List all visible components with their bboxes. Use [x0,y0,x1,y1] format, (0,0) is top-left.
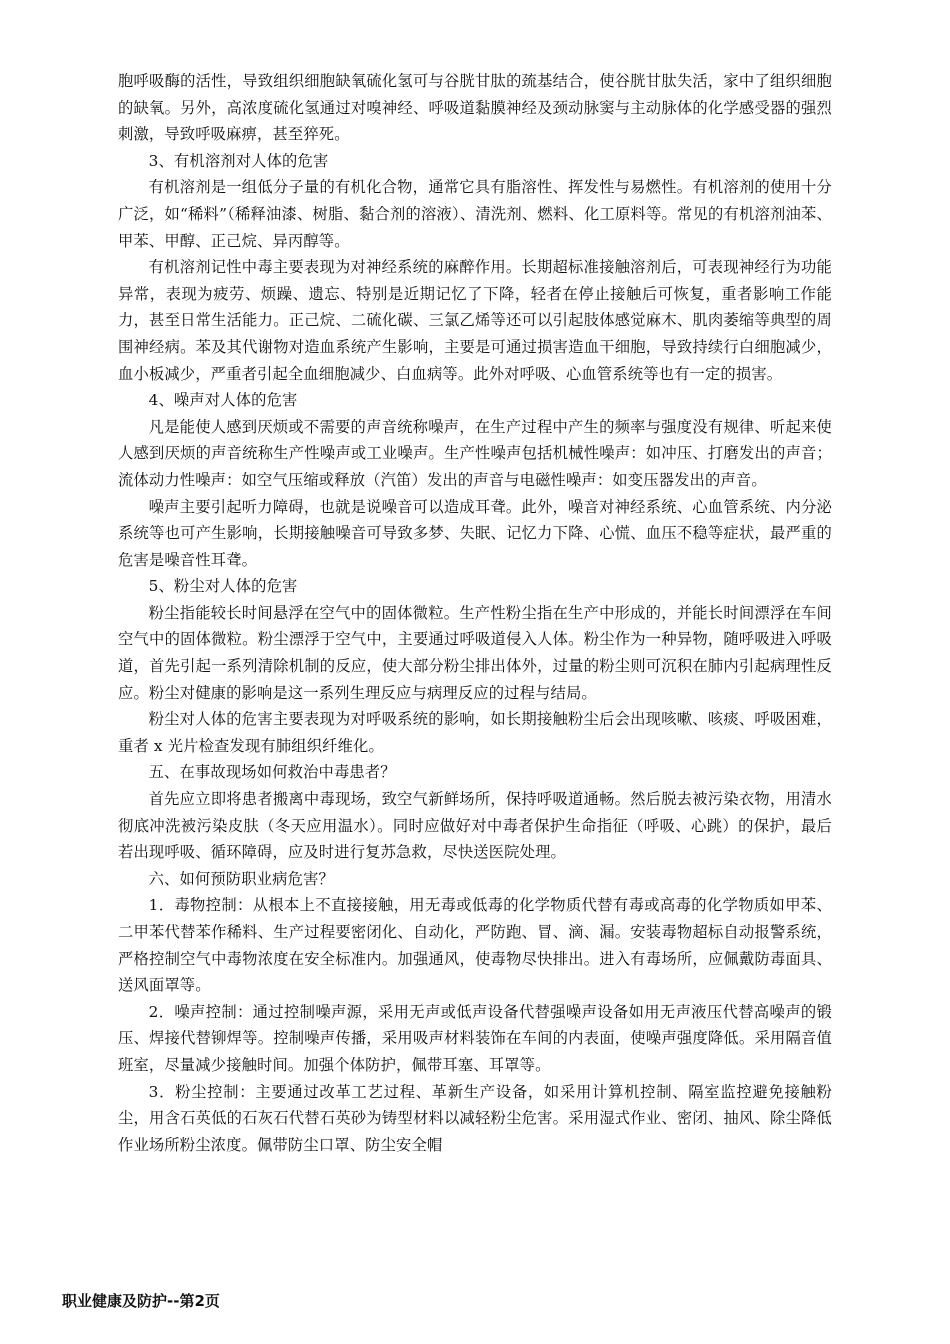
page-footer: 职业健康及防护--第2页 [62,1292,220,1310]
document-body [118,68,832,1158]
heading-organic-solvents: 3、有机溶剂对人体的危害 [148,151,329,170]
paragraph-noise-control: 2．噪声控制：通过控制噪声源，采用无声或低声设备代替强噪声设备如用无声液压代替高噪声的锻压、焊接代替铆焊等。控制噪声传播，采用吸声材料装饰在车间的内表面，使噪声强度降低。采用隔音值班室，尽量减少接触时间。加强个体防护，佩带耳塞、耳罩等。 [118,1002,832,1074]
paragraph-dust-effects: 粉尘对人体的危害主要表现为对呼吸系统的影响，如长期接触粉尘后会出现咳嗽、咳痰、呼吸困难，重者 x 光片检查发现有肺组织纤维化。 [118,710,832,755]
paragraph-noise-effects: 噪声主要引起听力障碍，也就是说噪音可以造成耳聋。此外，噪音对神经系统、心血管系统、内分泌系统等也可产生影响，长期接触噪音可导致多梦、失眠、记忆力下降、心慌、血压不稳等症状，最严重的危害是噪音性耳聋。 [118,497,832,569]
heading-dust: 5、粉尘对人体的危害 [148,577,298,596]
paragraph-hydrogen-sulfide-continuation: 胞呼吸酶的活性，导致组织细胞缺氧硫化氢可与谷胱甘肽的巯基结合，使谷胱甘肽失活，家中了组织细胞的缺氧。另外，高浓度硫化氢通过对嗅神经、呼吸道黏膜神经及颈动脉窦与主动脉体的化学感受器的强烈刺激，导致呼吸麻痹，甚至猝死。 [118,72,832,144]
heading-noise: 4、噪声对人体的危害 [148,391,298,410]
heading-prevention: 六、如何预防职业病危害？ [148,869,334,888]
paragraph-organic-solvents-effects: 有机溶剂记性中毒主要表现为对神经系统的麻醉作用。长期超标准接触溶剂后，可表现神经行为功能异常，表现为疲劳、烦躁、遗忘、特别是近期记忆了下降，轻者在停止接触后可恢复，重者影响工作能力，甚至日常生活能力。正己烷、二硫化碳、三氯乙烯等还可以引起肢体感觉麻木、肌肉萎缩等典型的周围神经病。苯及其代谢物对造血系统产生影响，主要是可通过损害造血干细胞，导致持续行白细胞减少，血小板减少，严重者引起全血细胞减少、白血病等。此外对呼吸、心血管系统等也有一定的损害。 [118,258,832,383]
paragraph-organic-solvents-definition: 有机溶剂是一组低分子量的有机化合物，通常它具有脂溶性、挥发性与易燃性。有机溶剂的使用十分广泛，如“稀料”（稀释油漆、树脂、黏合剂的溶液）、清洗剂、燃料、化工原料等。常见的有机溶剂油苯、甲苯、甲醇、正己烷、异丙醇等。 [118,178,832,250]
paragraph-first-aid: 首先应立即将患者搬离中毒现场，致空气新鲜场所，保持呼吸道通畅。然后脱去被污染衣物，用清水彻底冲洗被污染皮肤（冬天应用温水）。同时应做好对中毒者保护生命指征（呼吸、心跳）的保护，最后若出现呼吸、循环障碍，应及时进行复苏急救，尽快送医院处理。 [118,790,832,862]
paragraph-noise-definition: 凡是能使人感到厌烦或不需要的声音统称噪声，在生产过程中产生的频率与强度没有规律、听起来使人感到厌烦的声音统称生产性噪声或工业噪声。生产性噪声包括机械性噪声：如冲压、打磨发出的声音；流体动力性噪声：如空气压缩或释放（汽笛）发出的声音与电磁性噪声：如变压器发出的声音。 [118,417,832,489]
paragraph-dust-control: 3．粉尘控制：主要通过改革工艺过程、革新生产设备，如采用计算机控制、隔室监控避免接触粉尘，用含石英低的石灰石代替石英砂为铸型材料以减轻粉尘危害。采用湿式作业、密闭、抽风、除尘降低作业场所粉尘浓度。佩带防尘口罩、防尘安全帽 [118,1082,832,1154]
paragraph-dust-definition: 粉尘指能较长时间悬浮在空气中的固体微粒。生产性粉尘指在生产中形成的，并能长时间漂浮在车间空气中的固体微粒。粉尘漂浮于空气中，主要通过呼吸道侵入人体。粉尘作为一种异物，随呼吸进入呼吸道，首先引起一系列清除机制的反应，使大部分粉尘排出体外，过量的粉尘则可沉积在肺内引起病理性反应。粉尘对健康的影响是这一系列生理反应与病理反应的过程与结局。 [118,603,832,702]
heading-first-aid: 五、在事故现场如何救治中毒患者？ [148,763,396,782]
paragraph-toxin-control: 1．毒物控制：从根本上不直接接触，用无毒或低毒的化学物质代替有毒或高毒的化学物质如甲苯、二甲苯代替苯作稀料、生产过程要密闭化、自动化，严防跑、冒、滴、漏。安装毒物超标自动报警系统，严格控制空气中毒物浓度在安全标准内。加强通风，使毒物尽快排出。进入有毒场所，应佩戴防毒面具、送风面罩等。 [118,896,832,995]
